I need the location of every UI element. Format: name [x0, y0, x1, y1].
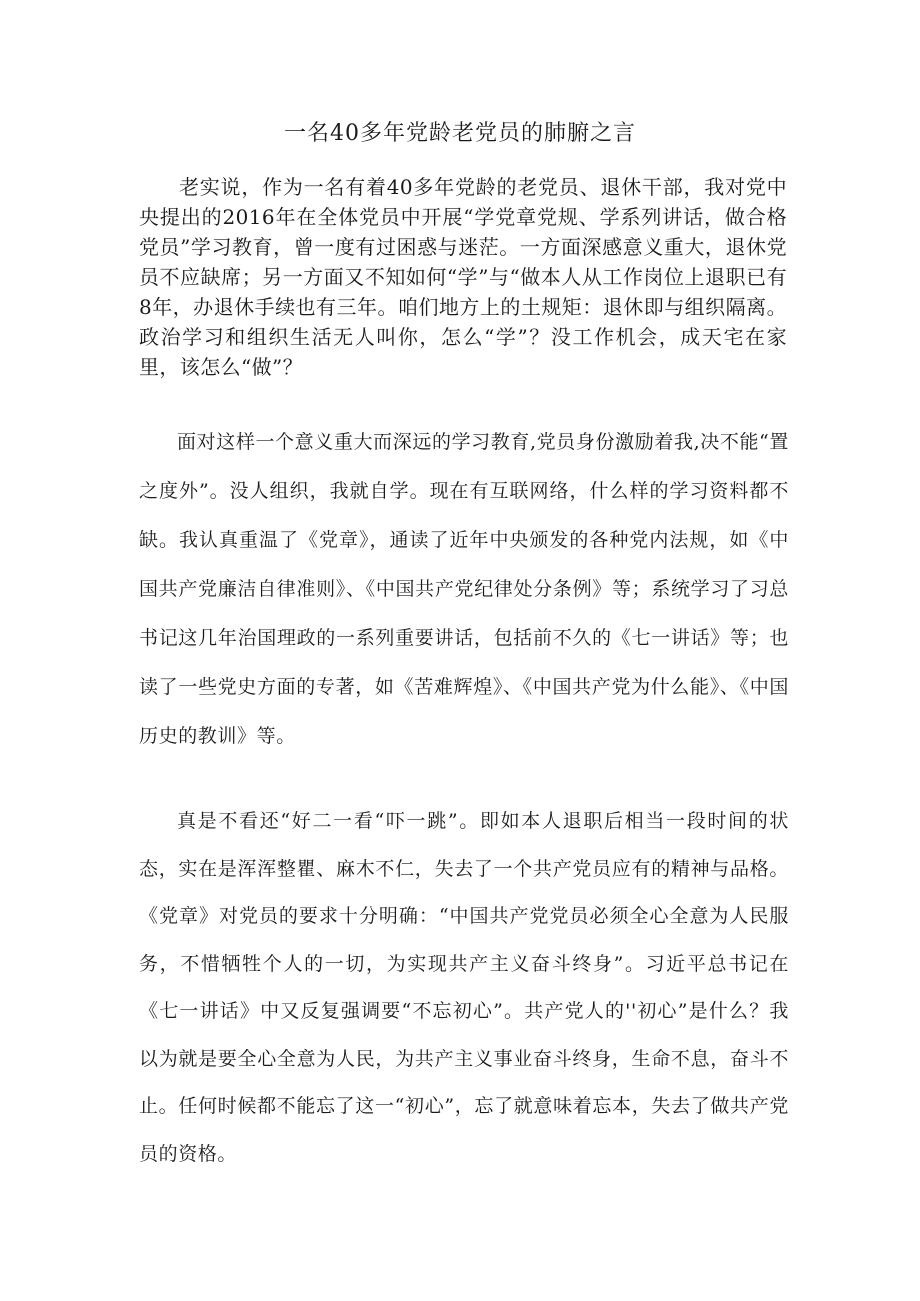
paragraph-3: 真是不看还“好二一看“吓一跳”。即如本人退职后相当一段时间的状态，实在是浑浑整瞿、麻木不仁，失去了一个共产党员应有的精神与品格。《党章》对党员的要求十分明确：“中国共产党党员必须全心全意为人民服务，不惜牺牲个人的一切，为实现共产主义奋斗终身”。习近平总书记在《七一讲话》中又反复强调要“不忘初心”。共产党人的''初心”是什么？我以为就是要全心全意为人民，为共产主义事业奋斗终身，生命不息，奋斗不止。任何时候都不能忘了这一“初心”，忘了就意味着忘本，失去了做共产党员的资格。: [139, 810, 789, 1165]
paragraph-1: 老实说，作为一名有着40多年党龄的老党员、退休干部，我对党中央提出的2016年在全体党员中开展“学党章党规、学系列讲话，做合格党员”学习教育，曾一度有过困惑与迷茫。一方面深感意义重大，退休党员不应缺席；另一方面又不知如何“学”与“做本人从工作岗位上退职已有8年，办退休手续也有三年。咱们地方上的土规矩：退休即与组织隔离。政治学习和组织生活无人叫你，怎么“学”？没工作机会，成天宅在家里，该怎么“做”？: [139, 175, 787, 379]
document-title: 一名40多年党龄老党员的肺腑之言: [284, 121, 636, 146]
paragraph-2: 面对这样一个意义重大而深远的学习教育,党员身份激励着我,决不能“置之度外”。没人组织，我就自学。现在有互联网络，什么样的学习资料都不缺。我认真重温了《党章》，通读了近年中央颁发的各种党内法规，如《中国共产党廉洁自律准则》、《中国共产党纪律处分条例》等；系统学习了习总书记这几年治国理政的一系列重要讲话，包括前不久的《七一讲话》等；也读了一些党史方面的专著，如《苦难辉煌》、《中国共产党为什么能》、《中国历史的教训》等。: [139, 431, 789, 747]
